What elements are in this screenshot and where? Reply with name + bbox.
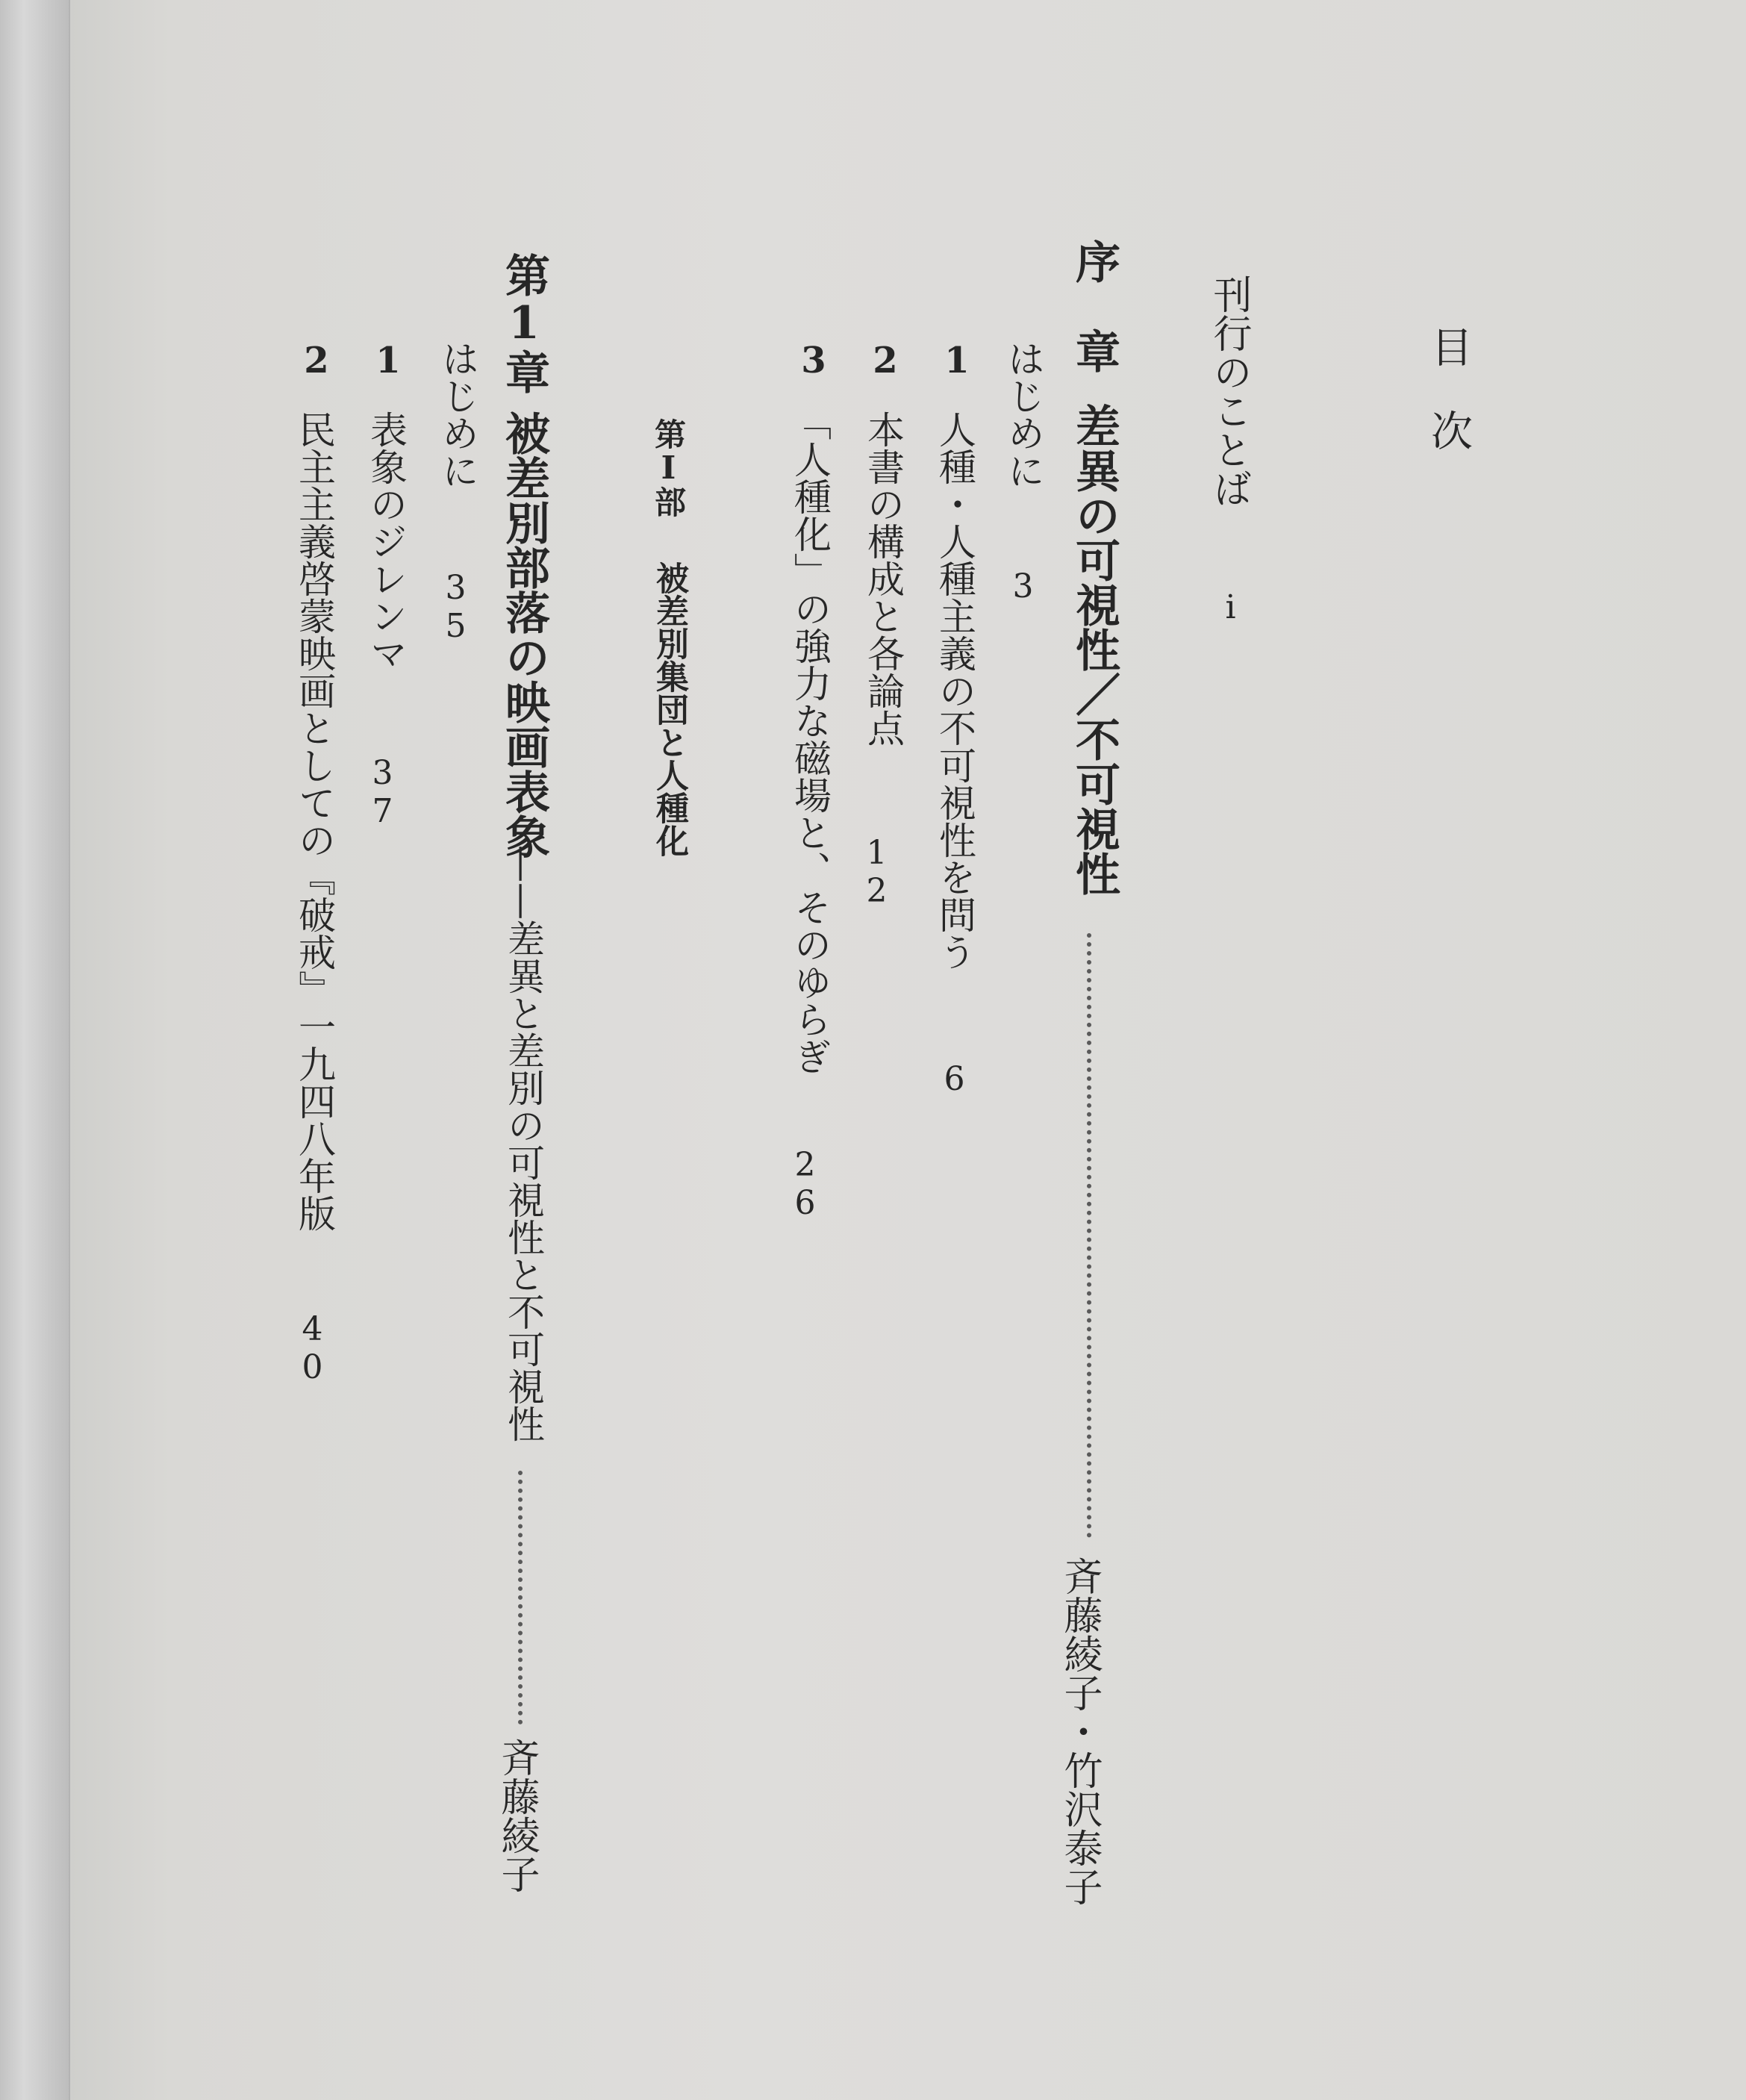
intro-section-number: 3: [793, 340, 835, 381]
intro-author: 斉藤綾子・竹沢泰子: [1057, 1557, 1102, 1906]
intro-section-page: 3: [1004, 567, 1042, 605]
intro-section-page: 26: [786, 1146, 824, 1222]
intro-chapter-label: 序 章: [1068, 239, 1120, 373]
preface-label: 刊行のことば: [1206, 275, 1251, 508]
toc-title: 目 次: [1424, 325, 1473, 451]
chapter-title: 被差別部落の映画表象: [498, 411, 550, 859]
intro-section-label: 「人種化」の強力な磁場と、そのゆらぎ: [788, 403, 832, 1075]
part-title: 被差別集団と人種化: [650, 561, 688, 857]
chapter-section-number: 2: [296, 340, 337, 381]
dotted-leader: [518, 1471, 523, 1724]
page-edge: [0, 0, 70, 2100]
chapter-label-suffix: 章: [498, 349, 550, 394]
chapter-section-page: 37: [364, 754, 402, 830]
chapter-leader: [511, 1471, 523, 1724]
chapter-label-prefix: 第: [498, 252, 550, 297]
intro-section-label: 本書の構成と各論点: [861, 411, 905, 747]
part-label: 第Ⅰ部: [650, 418, 687, 517]
chapter-section-label: はじめに: [436, 340, 479, 489]
intro-leader: [1079, 933, 1091, 1538]
intro-section-page: 6: [935, 1060, 973, 1098]
chapter-section-page: 40: [293, 1310, 331, 1386]
chapter-label: [498, 252, 550, 394]
chapter-author: 斉藤綾子: [494, 1738, 539, 1893]
chapter-section-label: 民主主義啓蒙映画としての『破戒』一九四八年版: [293, 411, 336, 1232]
intro-chapter-title: 差異の可視性／不可視性: [1068, 403, 1120, 896]
chapter-section-page: 35: [437, 569, 475, 645]
chapter-section-label: 表象のジレンマ: [364, 411, 408, 672]
intro-section-label: はじめに: [1002, 340, 1045, 489]
chapter-number: 1: [498, 297, 550, 349]
chapter-section-number: 1: [367, 340, 409, 381]
intro-section-label: 人種・人種主義の不可視性を問う: [933, 411, 976, 970]
dotted-leader: [1087, 933, 1091, 1538]
intro-section-number: 1: [936, 340, 978, 381]
chapter-subtitle: ——差異と差別の可視性と不可視性: [502, 845, 545, 1442]
intro-section-page: 12: [858, 834, 896, 910]
preface-page: i: [1212, 588, 1250, 626]
intro-section-number: 2: [864, 340, 906, 381]
